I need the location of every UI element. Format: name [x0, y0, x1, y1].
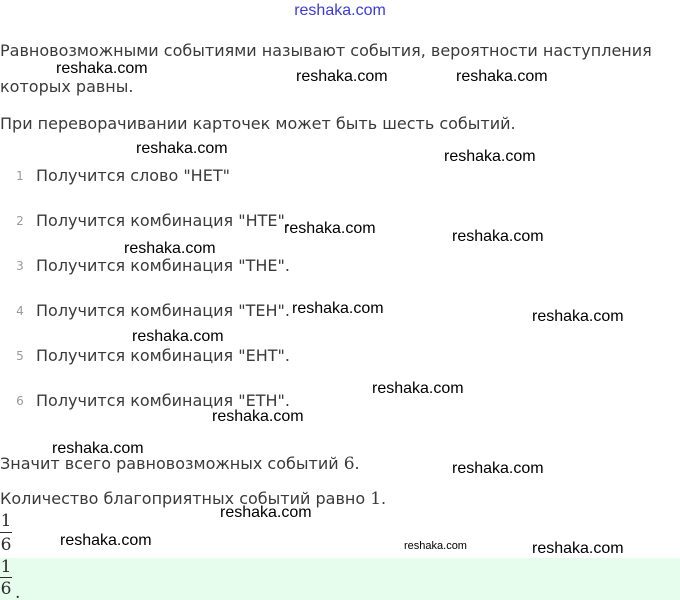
- list-item-text: Получится комбинация "ТЕН".: [36, 301, 290, 320]
- favorable-events-suffix: .: [381, 489, 387, 508]
- fraction-denominator: 6: [0, 535, 12, 555]
- answer-fraction: [0, 558, 12, 598]
- list-item-number: 2: [16, 214, 24, 228]
- watermark: reshaka.com: [452, 228, 544, 245]
- watermark: reshaka.com: [532, 540, 624, 557]
- intro-line-2: которых равны.: [0, 77, 134, 96]
- watermark: reshaka.com: [284, 220, 376, 237]
- intro-line-1: Равновозможными событиями называют события, вероятности наступления: [0, 41, 652, 60]
- answer-numerator: 1: [0, 557, 12, 577]
- fraction-bar: [0, 532, 12, 533]
- answer-denominator: 6: [0, 579, 12, 599]
- total-events-suffix: .: [354, 454, 360, 473]
- watermark: reshaka.com: [220, 504, 312, 521]
- watermark: reshaka.com: [60, 532, 152, 549]
- list-item-text: Получится комбинация "ЕНТ".: [36, 346, 290, 365]
- events-intro: При переворачивании карточек может быть шесть событий.: [0, 114, 516, 133]
- probability-fraction: [0, 512, 12, 554]
- site-header[interactable]: reshaka.com: [294, 2, 386, 19]
- fraction-numerator: 1: [0, 511, 12, 531]
- answer-suffix: .: [15, 583, 21, 600]
- answer-box: [0, 558, 680, 600]
- watermark: reshaka.com: [132, 328, 224, 345]
- total-events-label: Значит всего равновозможных событий: [0, 454, 344, 473]
- favorable-events-value: 1: [370, 489, 382, 509]
- favorable-events-label: Количество благоприятных событий равно: [0, 489, 371, 508]
- total-events-value: 6: [343, 454, 355, 474]
- list-item-number: 3: [16, 259, 24, 273]
- watermark: reshaka.com: [296, 68, 388, 85]
- watermark: reshaka.com: [404, 540, 467, 552]
- watermark: reshaka.com: [372, 380, 464, 397]
- watermark: reshaka.com: [452, 460, 544, 477]
- list-item-number: 1: [16, 169, 24, 183]
- watermark: reshaka.com: [136, 140, 228, 157]
- list-item-text: Получится комбинация "НТЕ".: [36, 211, 290, 230]
- list-item-number: 5: [16, 349, 24, 363]
- watermark: reshaka.com: [456, 68, 548, 85]
- favorable-events-text: [0, 488, 386, 510]
- watermark: reshaka.com: [292, 300, 384, 317]
- watermark: reshaka.com: [52, 440, 144, 457]
- list-item-text: Получится слово "НЕТ": [36, 166, 230, 185]
- list-item-text: Получится комбинация "ЕТН".: [36, 391, 290, 410]
- watermark: reshaka.com: [124, 240, 216, 257]
- list-item-number: 4: [16, 304, 24, 318]
- list-item-number: 6: [16, 394, 24, 408]
- watermark: reshaka.com: [444, 148, 536, 165]
- watermark: reshaka.com: [212, 408, 304, 425]
- watermark: reshaka.com: [532, 308, 624, 325]
- answer-fraction-bar: [0, 577, 12, 578]
- list-item-text: Получится комбинация "ТНЕ".: [36, 256, 290, 275]
- watermark: reshaka.com: [56, 60, 148, 77]
